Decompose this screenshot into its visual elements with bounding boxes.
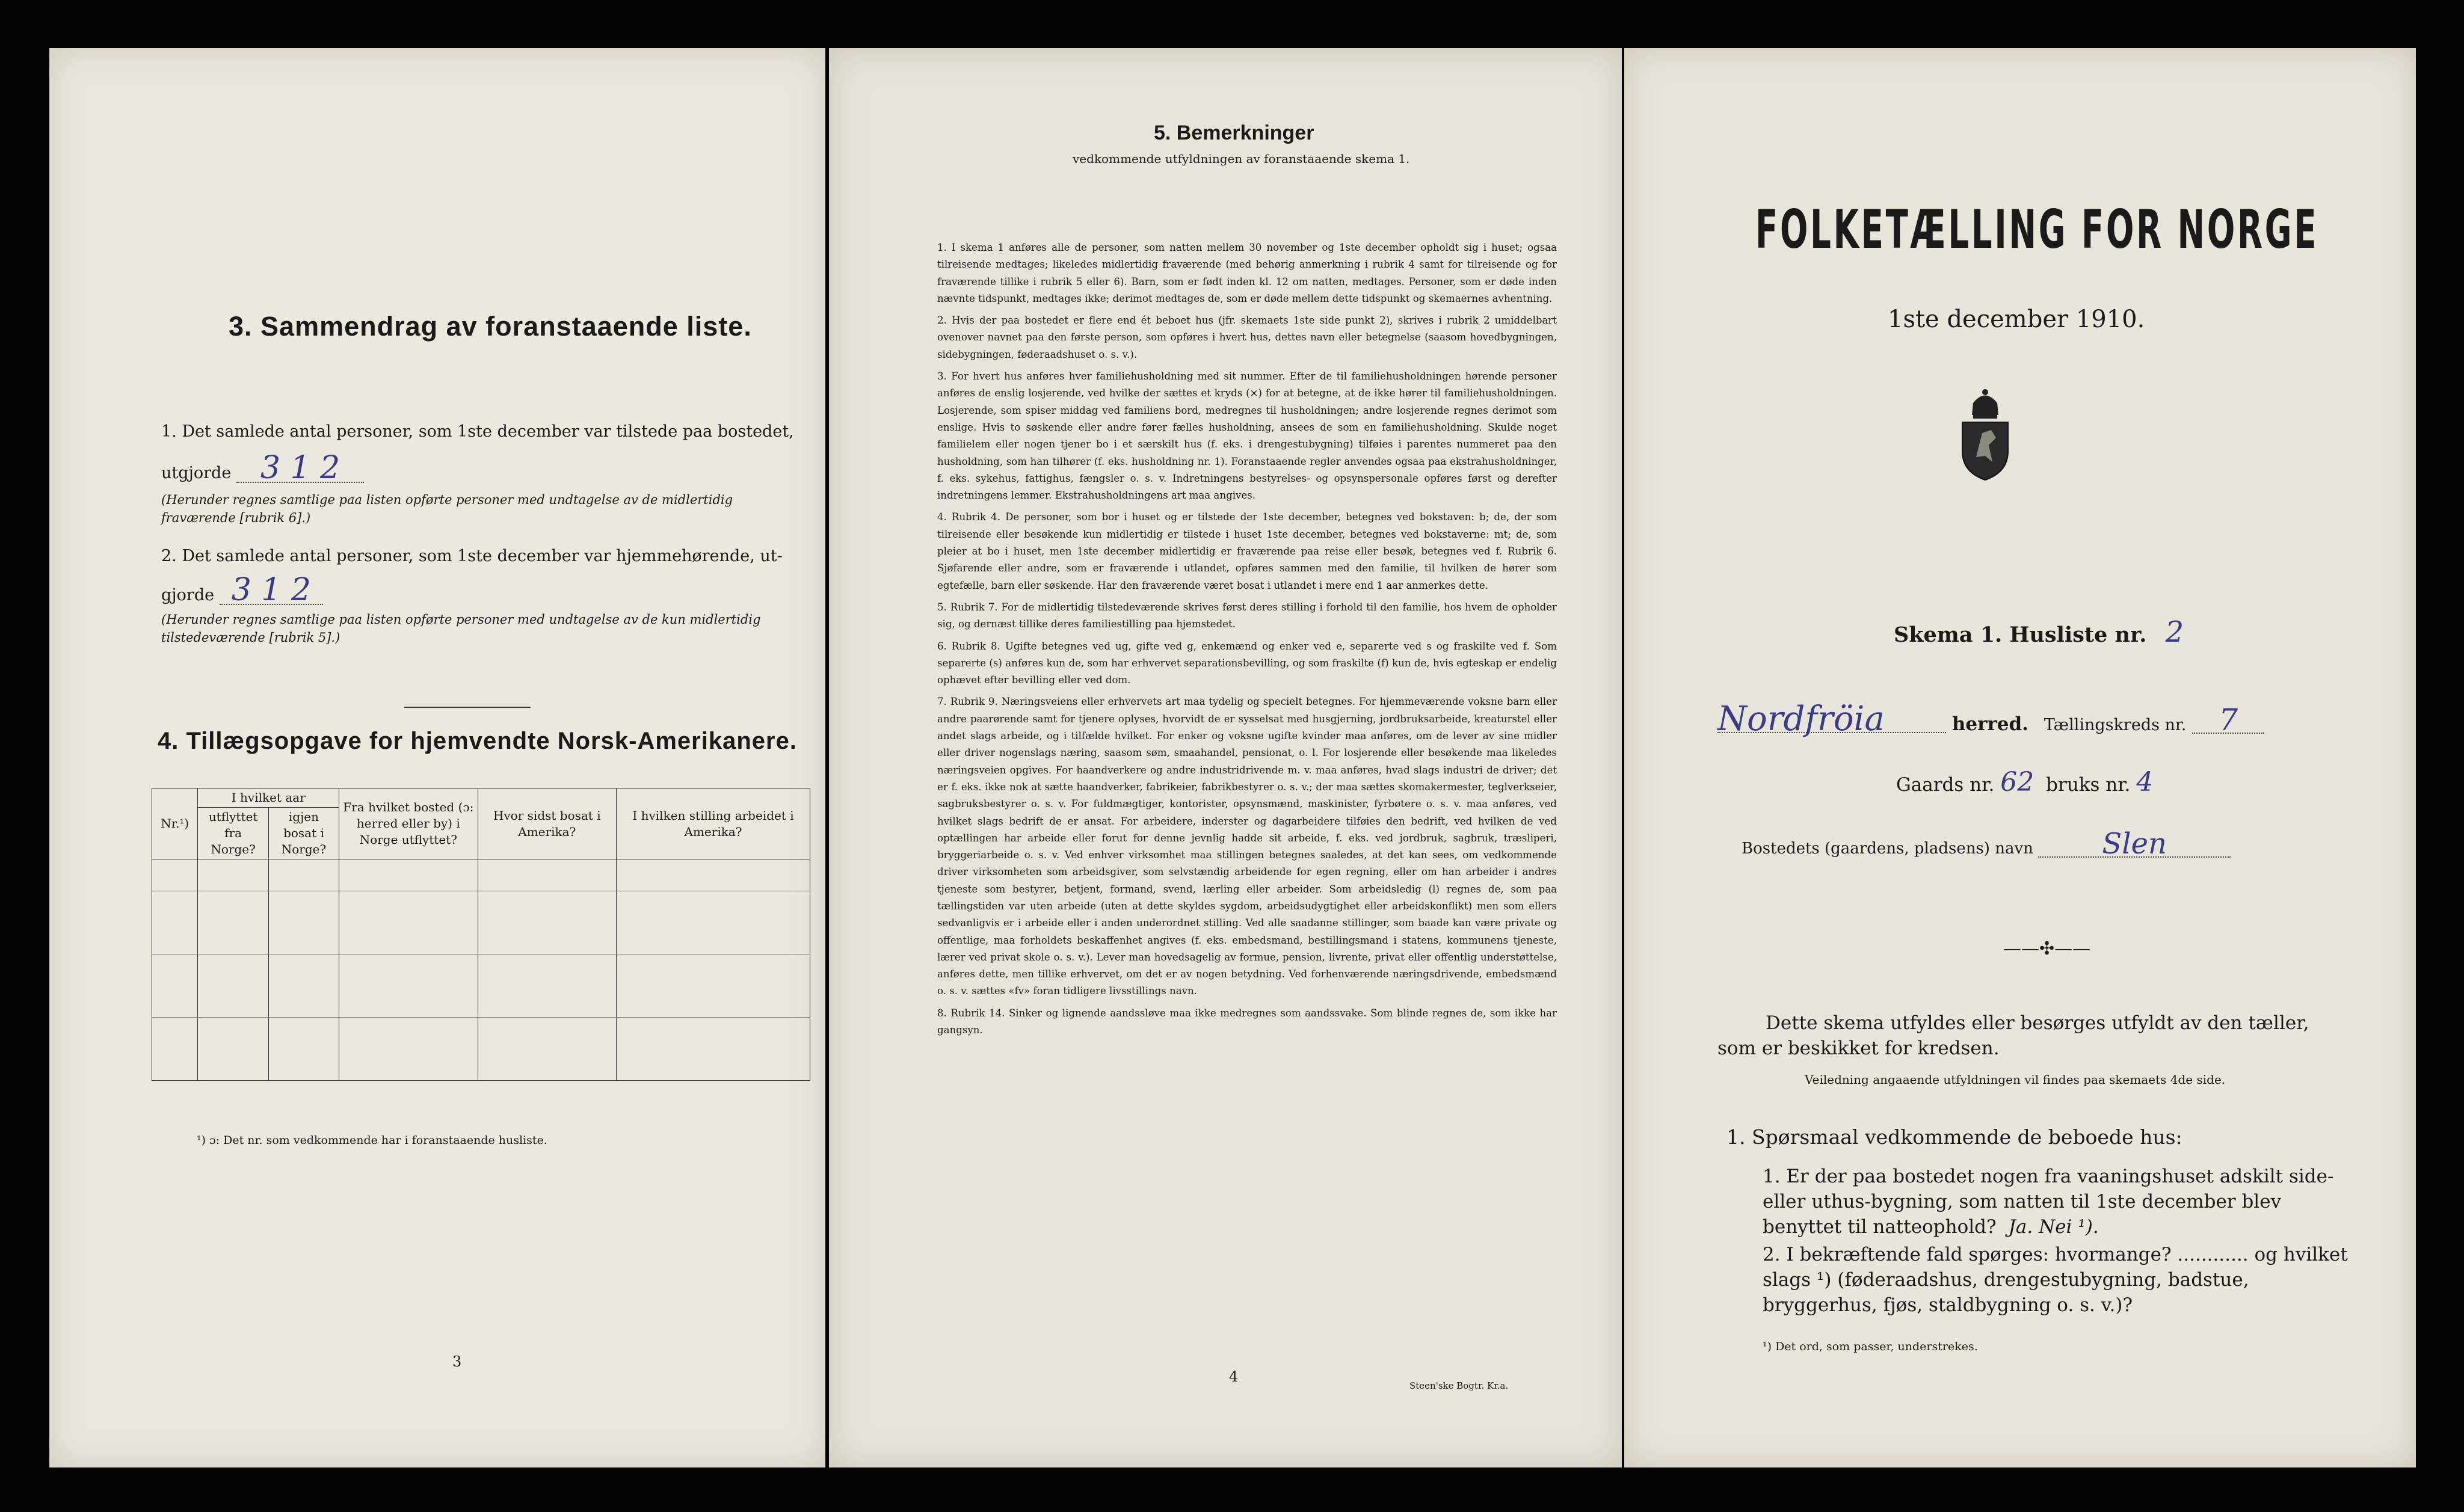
table-row [152, 1018, 810, 1049]
item-2-value: 3 1 2 [220, 576, 323, 605]
section-4-footnote: ¹) ɔ: Det nr. som vedkommende har i foranstaaende husliste. [197, 1134, 547, 1147]
remarks-list [937, 239, 1557, 1043]
census-title: FOLKETÆLLING FOR NORGE [1755, 198, 2319, 260]
page-1 [1624, 48, 2416, 1467]
item-2-prefix: gjorde [161, 586, 215, 604]
norsk-amerikanere-table [152, 788, 810, 1081]
col-nr: Nr.¹) [152, 788, 198, 859]
bosted-value: Slen [2038, 831, 2231, 858]
table-row [152, 986, 810, 1018]
remark-item: 8. Rubrik 14. Sinker og lignende aandssløve maa ikke medregnes som aandssvake. Som blinde regnes de, som ikke har gangsyn. [937, 1007, 1557, 1036]
col-hvor-bosat: Hvor sidst bosat i Amerika? [478, 788, 616, 859]
questions-heading: 1. Spørsmaal vedkommende de beboede hus: [1726, 1125, 2182, 1149]
col-utflyttet: utflyttet fra Norge? [198, 808, 268, 859]
census-date: 1ste december 1910. [1888, 306, 2145, 333]
table-row [152, 859, 810, 891]
table-row [152, 1049, 810, 1081]
gaards-value: 62 [2000, 767, 2034, 797]
section-3-item-2 [161, 542, 817, 647]
section-3-title: 3. Sammendrag av foranstaaende liste. [229, 311, 752, 342]
remarks-subtitle: vedkommende utfyldningen av foranstaaende skema 1. [1073, 152, 1410, 166]
printer-imprint: Steen'ske Bogtr. Kr.a. [1409, 1380, 1509, 1391]
husliste-number: 2 [2165, 615, 2184, 649]
herred-line [1717, 699, 2264, 739]
section-3-item-1 [161, 418, 817, 527]
remarks-title: 5. Bemerkninger [1154, 121, 1314, 144]
item-1-value: 3 1 2 [236, 454, 364, 483]
page-number: 3 [452, 1353, 462, 1370]
section-4-title: 4. Tillægsopgave for hjemvendte Norsk-Amerikanere. [158, 728, 797, 754]
kreds-value: 7 [2192, 707, 2264, 734]
herred-value: Nordfröia [1717, 707, 1946, 733]
table-row [152, 891, 810, 923]
schema-label: Skema 1. Husliste nr. [1894, 622, 2147, 647]
question-1-text: 1. Er der paa bostedet nogen fra vaaningshuset adskilt side- eller uthus-bygning, som natten til 1ste december blev benyttet til natteophold? [1763, 1166, 2334, 1238]
herred-label: herred. [1951, 713, 2028, 735]
page-4 [829, 48, 1622, 1467]
page-1-footnote: ¹) Det ord, som passer, understrekes. [1763, 1340, 1978, 1353]
item-1-prefix: utgjorde [161, 464, 232, 482]
remark-item: 2. Hvis der paa bostedet er flere end ét beboet hus (jfr. skemaets 1ste side punkt 2), skrives i rubrik 2 umiddelbart ovenover navnet paa den første person, som opføres i hvert hus, dettes navn eller betegnelse (saasom hovedbygningen, sidebygningen, føderaadshuset o. s. v.). [937, 315, 1557, 360]
intro-note: Veiledning angaaende utfyldningen vil findes paa skemaets 4de side. [1805, 1072, 2226, 1087]
col-igjen-bosat: igjen bosat i Norge? [268, 808, 339, 859]
page-3 [49, 48, 825, 1467]
intro-text: Dette skema utfyldes eller besørges utfyldt av den tæller, som er beskikket for kredsen. [1717, 1012, 2309, 1059]
item-1-text: 1. Det samlede antal personer, som 1ste december var tilstede paa bostedet, [161, 422, 794, 441]
item-2-text: 2. Det samlede antal personer, som 1ste december var hjemmehørende, ut- [161, 547, 783, 565]
table-row [152, 923, 810, 954]
table-row [152, 954, 810, 986]
remark-item: 1. I skema 1 anføres alle de personer, som natten mellem 30 november og 1ste december opholdt sig i huset; ogsaa tilreisende medtages; likeledes midlertidig fraværende (med behørig anmerkning i rubrik 4 samt for tilreisende og for fraværende tillike i rubrik 5 eller 6). Barn, som er født inden kl. 12 om natten, medtages. Personer, som er døde inden nævnte tidspunkt, medtages ikke; derimot medtages de, som er døde mellem dette tidspunkt og skemaernes avhentning. [937, 242, 1557, 304]
bruks-label: bruks nr. [2046, 774, 2131, 796]
remark-item: 5. Rubrik 7. For de midlertidig tilstedeværende skrives først deres stilling i forhold til den familie, hos hvem de opholder sig, og dernæst tillike deres familiestilling paa hjemstedet. [937, 601, 1557, 630]
divider [404, 707, 531, 708]
col-stilling: I hvilken stilling arbeidet i Amerika? [617, 788, 810, 859]
question-1 [1763, 1164, 2364, 1240]
schema-line [1894, 615, 2184, 649]
remark-item: 4. Rubrik 4. De personer, som bor i huset og er tilstede der 1ste december, betegnes ved bokstaven: b; de, der som tilreisende eller besøkende kun midlertidig er tilstede i huset 1ste december, betegnes ved bokstaverne: mt; de, som pleier at bo i huset, men 1ste december midlertidig er fraværende paa reise eller besøk, betegnes ved f. Rubrik 6. Sjøfarende eller andre, som er fraværende i utlandet, opføres sammen med den familie, til hvilken de hører som egtefælle, barn eller søskende. Har den fraværende været bosat i utlandet i mere end 1 aar anmerkes dette. [937, 511, 1557, 591]
bruks-value: 4 [2136, 767, 2154, 797]
item-2-note: (Herunder regnes samtlige paa listen opførte personer med undtagelse av de kun midlertidig tilstedeværende [rubrik 5].) [161, 612, 761, 645]
bosted-line [1742, 827, 2231, 861]
remark-item: 3. For hvert hus anføres hver familiehusholdning med sit nummer. Efter de til familiehusholdningen hørende personer anføres de enslig losjerende, ved hvilke der sættes et kryds (×) for at betegne, at de ikke hører til familiehusholdningen. Losjerende, som spiser middag ved familiens bord, medregnes til husholdningen; andre losjerende regnes derimot som enslige. Hvis to søskende eller andre fører fælles husholdning, ansees de som en familiehusholdning. Skulde noget familielem eller nogen tjener bo i et særskilt hus (f. eks. i drengestubygning) tilføies i parentes nummeret paa den husholdning, som han tilhører (f. eks. husholdning nr. 1). Foranstaaende regler anvendes ogsaa paa ekstrahusholdninger, f. eks. sykehus, fattighus, fængsler o. s. v. Indretningens bestyrelses- og opsynspersonale opføres først og derefter indretningens lemmer. Ekstrahusholdningens art maa angives. [937, 370, 1557, 502]
page-number: 4 [1229, 1368, 1239, 1385]
ornament-divider: ——✣—— [2003, 938, 2091, 959]
remark-item: 7. Rubrik 9. Næringsveiens eller erhvervets art maa tydelig og specielt betegnes. For hjemmeværende voksne barn eller andre paarørende samt for tjenere oplyses, hvorvidt de er sysselsat med husgjerning, jordbruksarbeide, kreaturstel eller andet slags arbeide, og i tilfælde hvilket. For enker og voksne ugifte kvinder maa anføres, om de lever av sine midler eller driver nogenslags næring, saasom søm, smaahandel, pensionat, o. l. For losjerende eller besøkende maa likeledes næringsveien opgives. For haandverkere og andre industridrivende m. v. maa anføres, hvad slags industri de driver; det er f. eks. ikke nok at sætte haandverker, fabrikeier, fabrikbestyrer o. s. v.; der maa sættes skomakermester, teglverkseier, sagbruksbestyrer o. s. v. For fuldmægtiger, kontorister, opsynsmænd, maskinister, fyrbøtere o. s. v. maa anføres, ved hvilket slags bedrift de er ansat. For arbeidere, inderster og dagarbeidere tilføies den bedrift, ved hvilken de ved optællingen har arbeide eller forut for denne jevnlig hadde sit arbeide, f. eks. ved jordbruk, sagbruk, træsliperi, bryggeriarbeide o. s. v. Ved enhver virksomhet maa stillingen betegnes saaledes, at det kan sees, om vedkommende driver virksomheten som arbeidsgiver, som selvstændig arbeidende for egen regning, eller om han arbeider i andres tjeneste som bestyrer, betjent, formand, svend, lærling eller arbeider. Som arbeidsledig (l) regnes de, som paa tællingstiden var uten arbeide (uten at dette skyldes sygdom, arbeidsudygtighet eller arbeidskonflikt) men som ellers sedvanligvis er i arbeide eller i anden underordnet stilling. Ved alle saadanne stillinger, som baade kan være private og offentlige, maa forholdets beskaffenhet angives (f. eks. embedsmand, bestillingsmand i statens, kommunens tjeneste, lærer ved privat skole o. s. v.). Lever man hovedsagelig av formue, pension, livrente, privat eller offentlig understøttelse, anføres dette, men tillike erhvervet, om det er av nogen betydning. Ved forhenværende næringsdrivende, embedsmænd o. s. v. sættes «fv» foran tidligere livsstillings navn. [937, 696, 1557, 997]
question-1-answer: Ja. Nei ¹). [2008, 1216, 2099, 1238]
coat-of-arms-icon [1949, 385, 2021, 481]
item-1-note: (Herunder regnes samtlige paa listen opførte personer med undtagelse av de midlertidig fraværende [rubrik 6].) [161, 493, 733, 525]
question-2: 2. I bekræftende fald spørges: hvormange? ............ og hvilket slags ¹) (føderaadshus, drengestubygning, badstue, bryggerhus, fjøs, staldbygning o. s. v.)? [1763, 1244, 2348, 1316]
bosted-label: Bostedets (gaardens, pladsens) navn [1742, 840, 2033, 858]
gaards-label: Gaards nr. [1896, 774, 1995, 796]
col-fra-bosted: Fra hvilket bosted (ɔ: herred eller by) i Norge utflyttet? [339, 788, 478, 859]
kreds-label: Tællingskreds nr. [2044, 716, 2187, 734]
remark-item: 6. Rubrik 8. Ugifte betegnes ved ug, gifte ved g, enkemænd og enker ved e, separerte ved s og fraskilte ved f. Som separerte (s) anføres kun de, som har erhvervet separationsbevilling, og som fraskilte (f) kun de, hvis egteskap er endelig ophævet efter bevilling eller ved dom. [937, 640, 1557, 686]
col-group-aar: I hvilket aar [198, 788, 339, 808]
gaards-line [1896, 767, 2154, 797]
